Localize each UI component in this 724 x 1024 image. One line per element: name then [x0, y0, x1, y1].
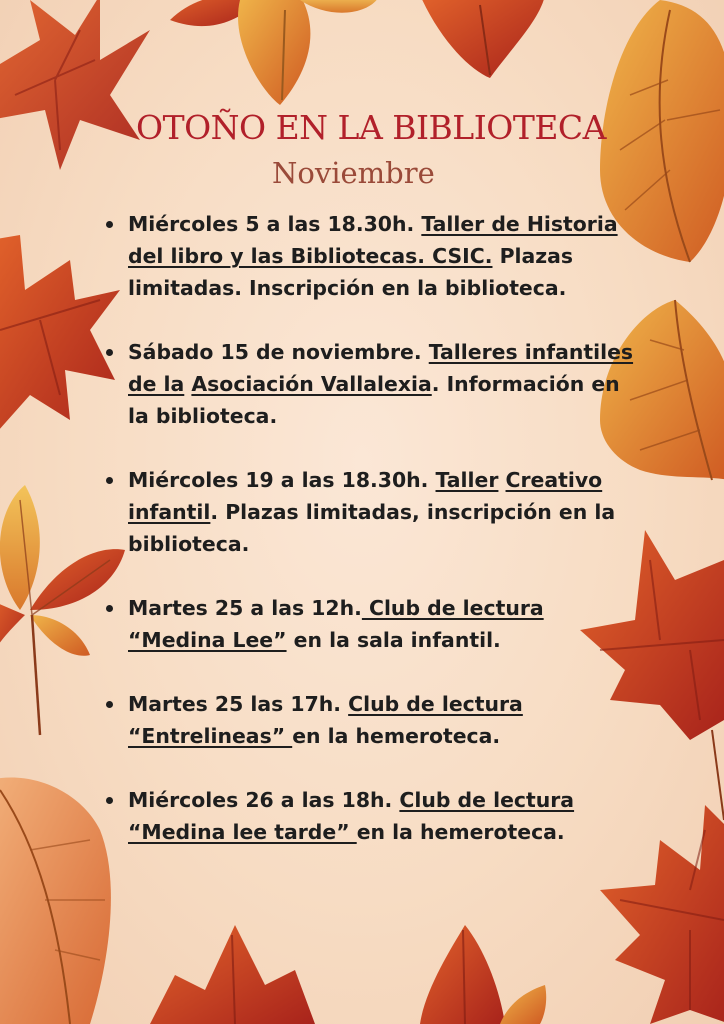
event-item	[103, 336, 643, 432]
maple-leaf-left-icon	[0, 235, 120, 440]
event-details: en la sala infantil.	[286, 628, 501, 652]
poster-title: OTOÑO EN LA BIBLIOTECA	[136, 108, 606, 147]
leaves-top-center-icon	[170, 0, 545, 105]
event-details: en la hemeroteca.	[356, 820, 565, 844]
event-date: Miércoles 5 a las 18.30h.	[128, 212, 415, 236]
event-details: . Plazas limitadas, inscripción en la biblioteca.	[128, 500, 616, 556]
event-date: Miércoles 26 a las 18h.	[128, 788, 393, 812]
event-activity-link[interactable]: Talleres infantiles de la	[128, 340, 634, 396]
event-date: Martes 25 a las 12h.	[128, 596, 362, 620]
event-details: en la hemeroteca.	[292, 724, 501, 748]
event-details: Plazas limitadas. Inscripción en la biblioteca.	[128, 244, 574, 300]
leaf-bottom-left-icon	[0, 777, 111, 1024]
event-item	[103, 688, 643, 752]
event-date: Miércoles 19 a las 18.30h.	[128, 468, 429, 492]
event-item	[103, 208, 643, 304]
event-item	[103, 464, 643, 560]
event-activity-link[interactable]: Club de lectura “Entrelineas”	[128, 692, 523, 748]
event-item	[103, 784, 643, 848]
event-activity-link[interactable]: Creativo infantil	[128, 468, 603, 524]
event-activity-link[interactable]: Taller de Historia del libro y las Bibliotecas. CSIC.	[128, 212, 618, 268]
event-date: Sábado 15 de noviembre.	[128, 340, 422, 364]
event-details: . Información en la biblioteca.	[128, 372, 620, 428]
poster-subtitle: Noviembre	[272, 156, 435, 190]
event-item	[103, 592, 643, 656]
event-list	[103, 208, 643, 848]
event-date: Martes 25 las 17h.	[128, 692, 342, 716]
event-activity-link[interactable]: Club de lectura “Medina lee tarde”	[128, 788, 575, 844]
event-activity-link[interactable]: Asociación Vallalexia	[191, 372, 432, 396]
leaves-bottom-center-icon	[150, 925, 546, 1024]
event-activity-link[interactable]: Taller	[435, 468, 499, 492]
event-activity-link[interactable]: Club de lectura “Medina Lee”	[128, 596, 544, 652]
